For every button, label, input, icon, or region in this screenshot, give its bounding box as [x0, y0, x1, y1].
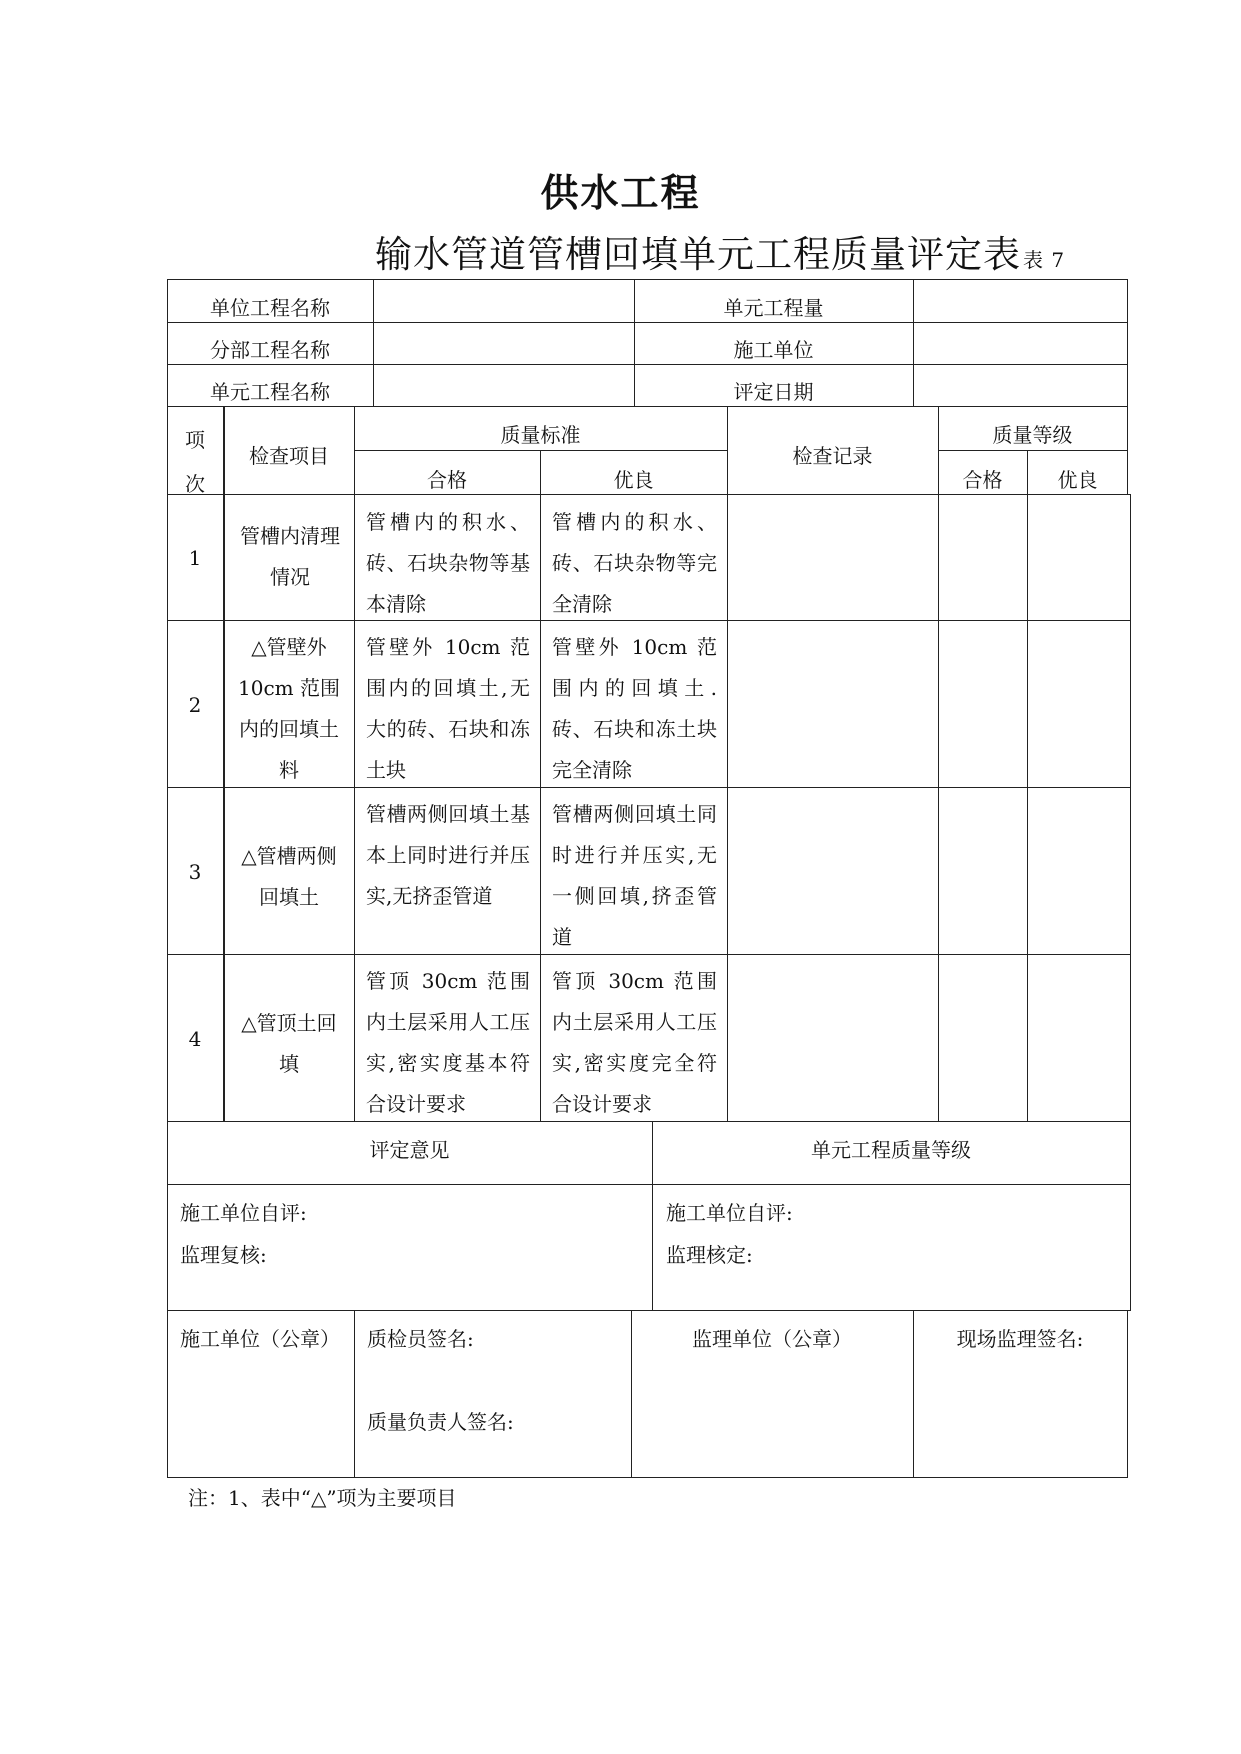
- inspection-item-header: 检查项目: [249, 444, 329, 468]
- element-quality-grade-header: 单元工程质量等级: [811, 1138, 971, 1162]
- supervision-unit-seal-label: 监理单位（公章）: [692, 1327, 852, 1351]
- inspection-item: △管顶土回填: [241, 1011, 337, 1076]
- evaluation-date-field[interactable]: [914, 365, 1126, 405]
- quality-grade-header: 质量等级: [992, 423, 1073, 447]
- seq-header: 项次: [185, 428, 205, 496]
- qualified-standard: 管壁外 10cm 范围内的回填土,无大的砖、石块和冻土块: [366, 635, 530, 782]
- quality-inspector-signature-label: 质检员签名:: [367, 1327, 474, 1351]
- unit-project-name-label: 单位工程名称: [210, 296, 330, 320]
- grid-line: [167, 406, 1128, 407]
- qualified-standard: 管槽两侧回填土基本上同时进行并压实,无挤歪管道: [366, 802, 530, 908]
- inspection-record-field[interactable]: [728, 621, 937, 786]
- grade-qualified-field[interactable]: [939, 955, 1026, 1120]
- page-title: 供水工程: [540, 170, 701, 215]
- construction-unit-label: 施工单位: [733, 338, 814, 362]
- left-self-evaluation-label: 施工单位自评:: [180, 1201, 307, 1225]
- excellent-standard: 管顶 30cm 范围内土层采用人工压实,密实度完全符合设计要求: [552, 969, 717, 1116]
- site-supervisor-signature-label: 现场监理签名:: [956, 1327, 1084, 1351]
- footnote: 注：1、表中“△”项为主要项目: [188, 1486, 457, 1510]
- excellent-header: 优良: [613, 468, 654, 492]
- grade-excellent-header: 优良: [1057, 468, 1098, 492]
- qualified-standard: 管顶 30cm 范围内土层采用人工压实,密实度基本符合设计要求: [366, 969, 530, 1116]
- grid-line: [167, 1310, 1131, 1311]
- unit-element-quantity-label: 单元工程量: [723, 296, 824, 320]
- row-number: 4: [188, 1027, 202, 1051]
- unit-element-quantity-field[interactable]: [914, 280, 1126, 321]
- evaluation-date-label: 评定日期: [733, 380, 814, 404]
- quality-lead-signature-label: 质量负责人签名:: [367, 1410, 514, 1434]
- grid-line: [938, 450, 1128, 451]
- element-project-name-field[interactable]: [374, 365, 633, 405]
- inspection-item: △管壁外10cm 范围内的回填土料: [238, 635, 340, 782]
- form-name: 输水管道管槽回填单元工程质量评定表: [375, 233, 1021, 276]
- qualified-standard: 管槽内的积水、砖、石块杂物等基本清除: [366, 510, 530, 616]
- grade-qualified-header: 合格: [962, 468, 1003, 492]
- excellent-standard: 管槽两侧回填土同时进行并压实,无一侧回填,挤歪管道: [552, 802, 717, 949]
- inspection-item: 管槽内清理情况: [240, 524, 340, 589]
- grade-excellent-field[interactable]: [1028, 955, 1129, 1120]
- row-number: 1: [188, 546, 202, 570]
- inspection-record-field[interactable]: [728, 955, 937, 1120]
- evaluation-opinion-header: 评定意见: [369, 1138, 450, 1162]
- division-project-name-label: 分部工程名称: [210, 338, 330, 362]
- grade-excellent-field[interactable]: [1028, 788, 1129, 953]
- excellent-standard: 管壁外 10cm 范围内的回填土.砖、石块和冻土块完全清除: [552, 635, 717, 782]
- element-project-name-label: 单元工程名称: [210, 380, 330, 404]
- grade-qualified-field[interactable]: [939, 495, 1026, 619]
- right-self-evaluation-label: 施工单位自评:: [666, 1201, 793, 1225]
- inspection-record-field[interactable]: [728, 495, 937, 619]
- quality-standard-header: 质量标准: [500, 423, 581, 447]
- inspection-item: △管槽两侧回填土: [241, 844, 337, 909]
- grade-excellent-field[interactable]: [1028, 495, 1129, 619]
- grid-line: [1127, 1310, 1128, 1477]
- row-number: 3: [188, 860, 202, 884]
- grid-line: [223, 406, 225, 1121]
- form-subtitle: [375, 224, 1065, 278]
- grid-line: [1127, 279, 1128, 494]
- excellent-standard: 管槽内的积水、砖、石块杂物等完全清除: [552, 510, 717, 616]
- grade-qualified-field[interactable]: [939, 788, 1026, 953]
- grid-line: [167, 1184, 1131, 1185]
- qualified-header: 合格: [427, 468, 467, 492]
- row-number: 2: [188, 693, 202, 717]
- grade-excellent-field[interactable]: [1028, 621, 1129, 786]
- table-number: 表 7: [1023, 248, 1066, 272]
- left-supervision-review-label: 监理复核:: [180, 1243, 267, 1267]
- grid-line: [1130, 494, 1131, 1310]
- unit-project-name-field[interactable]: [374, 280, 633, 321]
- inspection-record-field[interactable]: [728, 788, 937, 953]
- grid-line: [354, 1310, 355, 1477]
- inspection-record-header: 检查记录: [792, 444, 873, 468]
- division-project-name-field[interactable]: [374, 323, 633, 363]
- right-supervision-confirm-label: 监理核定:: [666, 1243, 753, 1267]
- construction-unit-seal-label: 施工单位（公章）: [180, 1327, 340, 1351]
- construction-unit-field[interactable]: [914, 323, 1126, 363]
- grade-qualified-field[interactable]: [939, 621, 1026, 786]
- grid-line: [167, 1477, 1128, 1478]
